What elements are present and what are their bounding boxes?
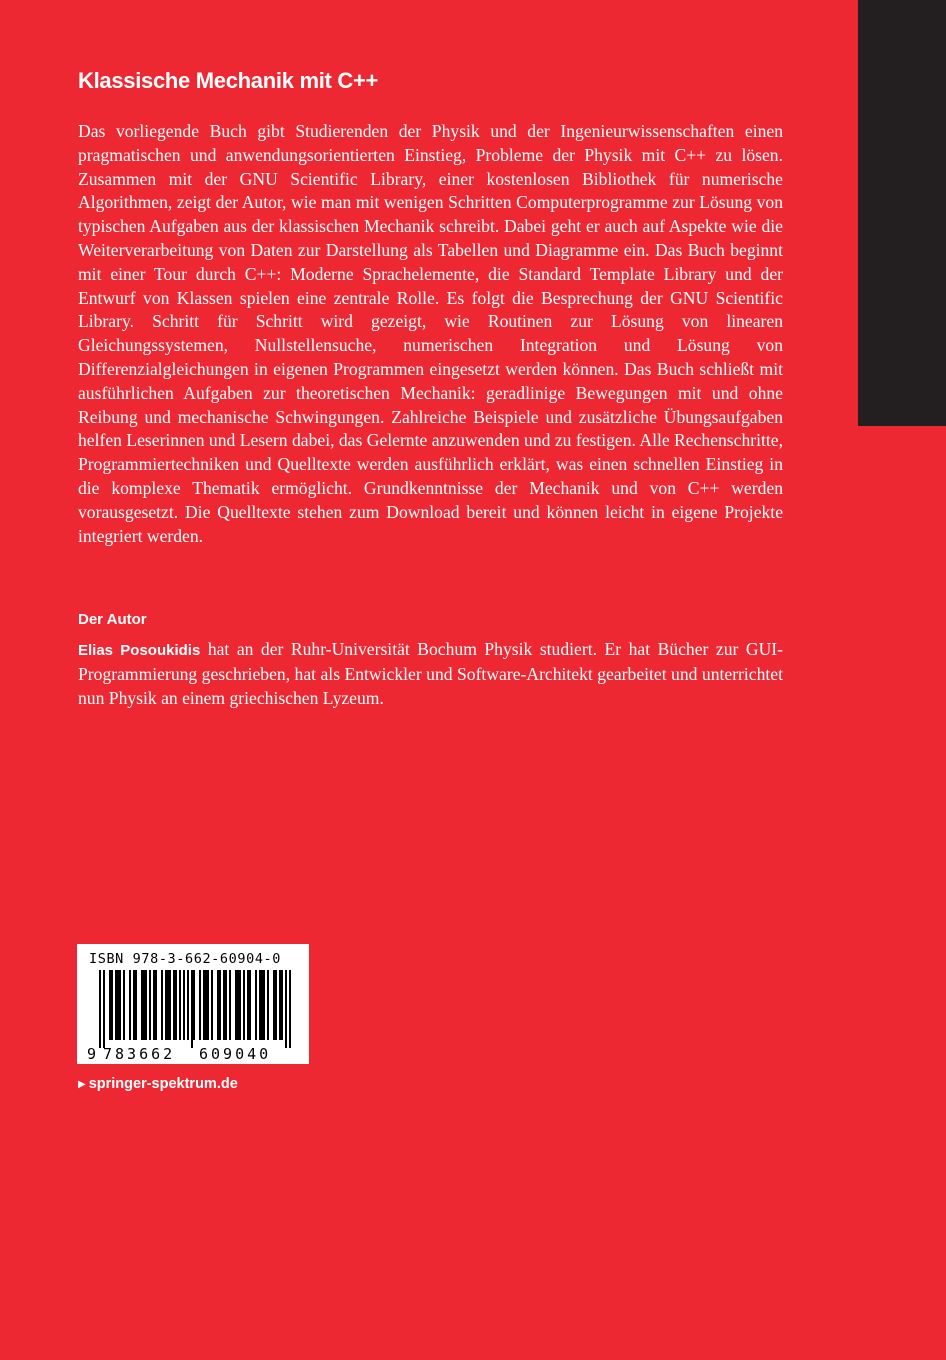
barcode-bar bbox=[153, 970, 155, 1040]
book-title: Klassische Mechanik mit C++ bbox=[78, 68, 379, 93]
barcode-bar bbox=[115, 970, 117, 1040]
barcode-bar bbox=[183, 970, 185, 1040]
barcode-bar bbox=[243, 970, 245, 1040]
barcode-digits-right: 609040 bbox=[199, 1045, 272, 1063]
barcode-bar bbox=[211, 970, 213, 1040]
isbn-label: ISBN 978-3-662-60904-0 bbox=[89, 951, 282, 967]
barcode-bar bbox=[261, 970, 263, 1040]
barcode-bar bbox=[141, 970, 143, 1040]
barcode-bar bbox=[279, 970, 281, 1040]
barcode-bar bbox=[255, 970, 257, 1040]
barcode-bar bbox=[289, 970, 291, 1048]
barcode-bar bbox=[199, 970, 201, 1040]
barcode-digits-left: 783662 bbox=[103, 1045, 176, 1063]
barcode-bar bbox=[225, 970, 227, 1040]
publisher-url[interactable]: springer-spektrum.de bbox=[88, 1076, 238, 1092]
barcode-bar bbox=[99, 970, 101, 1048]
barcode-bar bbox=[179, 970, 181, 1040]
barcode-bar bbox=[263, 970, 265, 1040]
barcode-bar bbox=[219, 970, 221, 1040]
author-heading: Der Autor bbox=[78, 611, 147, 628]
barcode-bar bbox=[285, 970, 287, 1048]
barcode-bar bbox=[175, 970, 177, 1040]
barcode-bar bbox=[259, 970, 261, 1040]
barcode-bar bbox=[207, 970, 209, 1040]
barcode-bar bbox=[161, 970, 163, 1040]
barcode-bar bbox=[249, 970, 251, 1040]
barcode-bar bbox=[149, 970, 151, 1040]
spine-color-tab bbox=[858, 0, 946, 426]
author-bio-text: hat an der Ruhr-Universität Bochum Physik studiert. Er hat Bücher zur GUI-Programmierung geschrieben, hat als Entwickler und Software-Architekt gearbeitet und unterrichtet nun Physik an einem griechischen Lyzeum. bbox=[78, 639, 783, 708]
barcode-bar bbox=[167, 970, 169, 1040]
barcode-bar bbox=[129, 970, 131, 1040]
barcode-bar bbox=[229, 970, 231, 1040]
author-name: Elias Posoukidis bbox=[78, 642, 201, 659]
triangle-right-icon: ▶ bbox=[78, 1079, 86, 1090]
publisher-website[interactable] bbox=[78, 1074, 238, 1095]
barcode-bar bbox=[275, 970, 277, 1040]
barcode-bar bbox=[169, 970, 171, 1040]
barcode-bar bbox=[117, 970, 119, 1040]
barcode-bar bbox=[103, 970, 105, 1048]
barcode-bar bbox=[143, 970, 145, 1040]
barcode-bar bbox=[155, 970, 157, 1040]
barcode-bar bbox=[165, 970, 167, 1040]
barcode-bar bbox=[237, 970, 239, 1040]
barcode-bar bbox=[133, 970, 135, 1040]
barcode-bar bbox=[109, 970, 111, 1040]
barcode-bar bbox=[111, 970, 113, 1040]
barcode-bar bbox=[173, 970, 175, 1040]
barcode-bar bbox=[193, 970, 195, 1040]
barcode-bar bbox=[123, 970, 125, 1040]
barcode-bar bbox=[203, 970, 205, 1040]
barcode-bar bbox=[281, 970, 283, 1040]
barcode-bar bbox=[119, 970, 121, 1040]
barcode-bar bbox=[191, 970, 193, 1048]
barcode-bar bbox=[273, 970, 275, 1040]
isbn-barcode bbox=[77, 944, 309, 1064]
author-bio bbox=[78, 638, 783, 710]
barcode-bar bbox=[135, 970, 137, 1040]
barcode-bar bbox=[145, 970, 147, 1040]
barcode-bar bbox=[235, 970, 237, 1040]
barcode-bar bbox=[187, 970, 189, 1040]
book-description: Das vorliegende Buch gibt Studierenden der Physik und der Ingenieurwissenschaften einen pragmatischen und anwendungsorientierten Einstieg, Probleme der Physik mit C++ zu lösen. Zusammen mit der GNU Scientific Library, einer kostenlosen Bibliothek für numerische Algorithmen, zeigt der Autor, wie man mit wenigen Schritten Computerprogramme zur Lösung von typischen Aufgaben aus der klassischen Mechanik schreibt. Dabei geht er auch auf Aspekte wie die Weiterverarbeitung von Daten zur Darstellung als Tabellen und Diagramme ein. Das Buch beginnt mit einer Tour durch C++: Moderne Sprachelemente, die Standard Template Library und der Entwurf von Klassen spielen eine zentrale Rolle. Es folgt die Besprechung der GNU Scientific Library. Schritt für Schritt wird gezeigt, wie Routinen zur Lösung von linearen Gleichungssystemen, Nullstellensuche, numerischen Integration und Lösung von Differenzialgleichungen in eigenen Programmen eingesetzt werden können. Das Buch schließt mit ausführlichen Aufgaben zur theoretischen Mechanik: geradlinige Bewegungen mit und ohne Reibung und mechanische Schwingungen. Zahlreiche Beispiele und zusätzliche Übungsaufgaben helfen Leserinnen und Lesern dabei, das Gelernte anzuwenden und zu festigen. Alle Rechenschritte, Programmiertechniken und Quelltexte werden ausführlich erklärt, was einen schnellen Einstieg in die komplexe Thematik ermöglicht. Grundkenntnisse der Mechanik und von C++ werden vorausgesetzt. Die Quelltexte stehen zum Download bereit und können leicht in eigene Projekte integriert werden. bbox=[78, 121, 783, 546]
barcode-bars bbox=[99, 970, 291, 1048]
barcode-digit-first: 9 bbox=[87, 1045, 97, 1063]
barcode-bar bbox=[217, 970, 219, 1040]
barcode-bar bbox=[205, 970, 207, 1040]
barcode-bar bbox=[267, 970, 269, 1040]
barcode-bar bbox=[247, 970, 249, 1040]
barcode-bar bbox=[239, 970, 241, 1040]
barcode-bar bbox=[223, 970, 225, 1040]
